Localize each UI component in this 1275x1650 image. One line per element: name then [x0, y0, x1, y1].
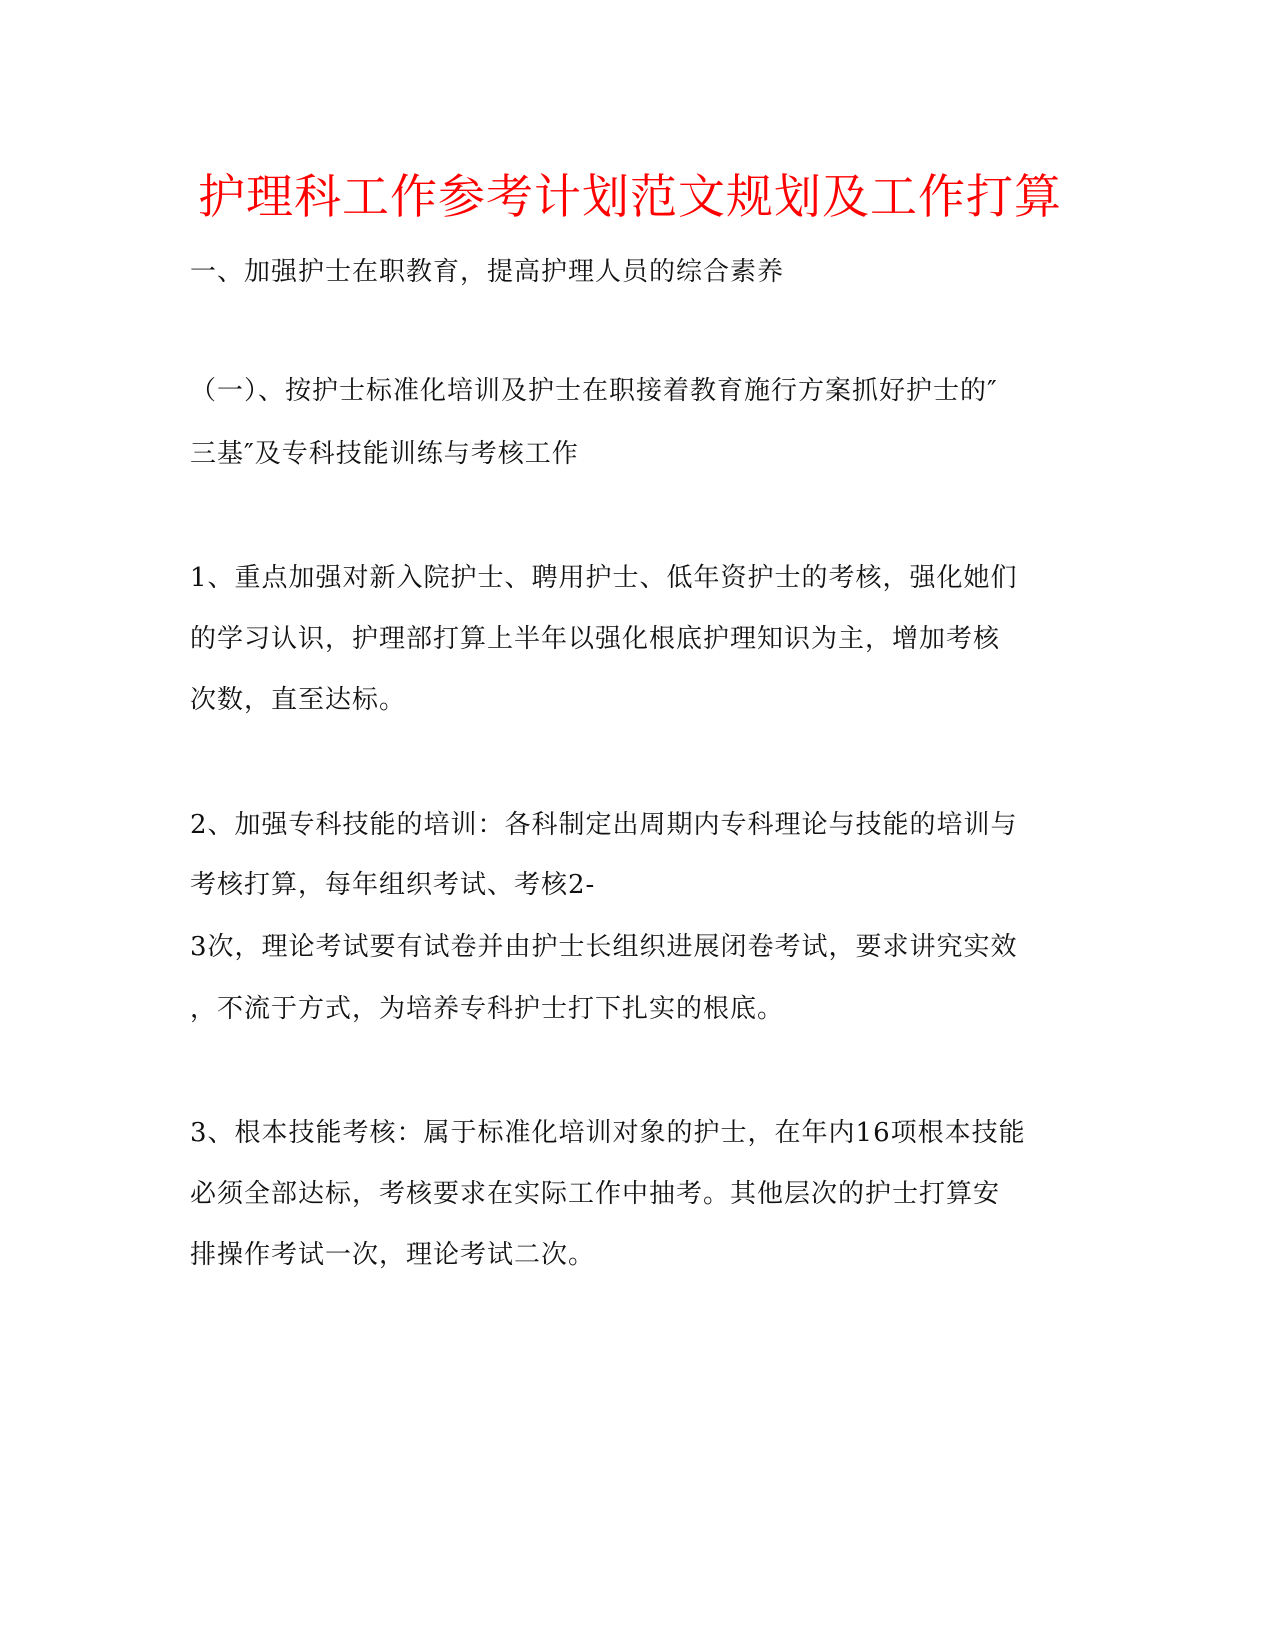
paragraph-line: 1、重点加强对新入院护士、聘用护士、低年资护士的考核，强化她们 [190, 563, 1018, 593]
paragraph-line: 次数，直至达标。 [190, 685, 407, 715]
subsection-heading-line: 三基″及专科技能训练与考核工作 [190, 439, 579, 469]
document-title: 护理科工作参考计划范文规划及工作打算 [198, 170, 1062, 225]
section-heading: 一、加强护士在职教育，提高护理人员的综合素养 [190, 257, 785, 287]
paragraph-line: 排操作考试一次，理论考试二次。 [190, 1240, 596, 1270]
paragraph-line: 考核打算，每年组织考试、考核2- [190, 870, 596, 900]
paragraph-line: ，不流于方式，为培养专科护士打下扎实的根底。 [190, 994, 785, 1024]
subsection-heading-line: （一）、按护士标准化培训及护士在职接着教育施行方案抓好护士的″ [190, 376, 998, 406]
paragraph-line: 必须全部达标，考核要求在实际工作中抽考。其他层次的护士打算安 [190, 1179, 1001, 1209]
paragraph-line: 3、根本技能考核：属于标准化培训对象的护士，在年内16项根本技能 [190, 1118, 1026, 1148]
paragraph-line: 2、加强专科技能的培训：各科制定出周期内专科理论与技能的培训与 [190, 810, 1018, 840]
paragraph-line: 的学习认识，护理部打算上半年以强化根底护理知识为主，增加考核 [190, 624, 1001, 654]
paragraph-line: 3次，理论考试要有试卷并由护士长组织进展闭卷考试，要求讲究实效 [190, 932, 1018, 962]
